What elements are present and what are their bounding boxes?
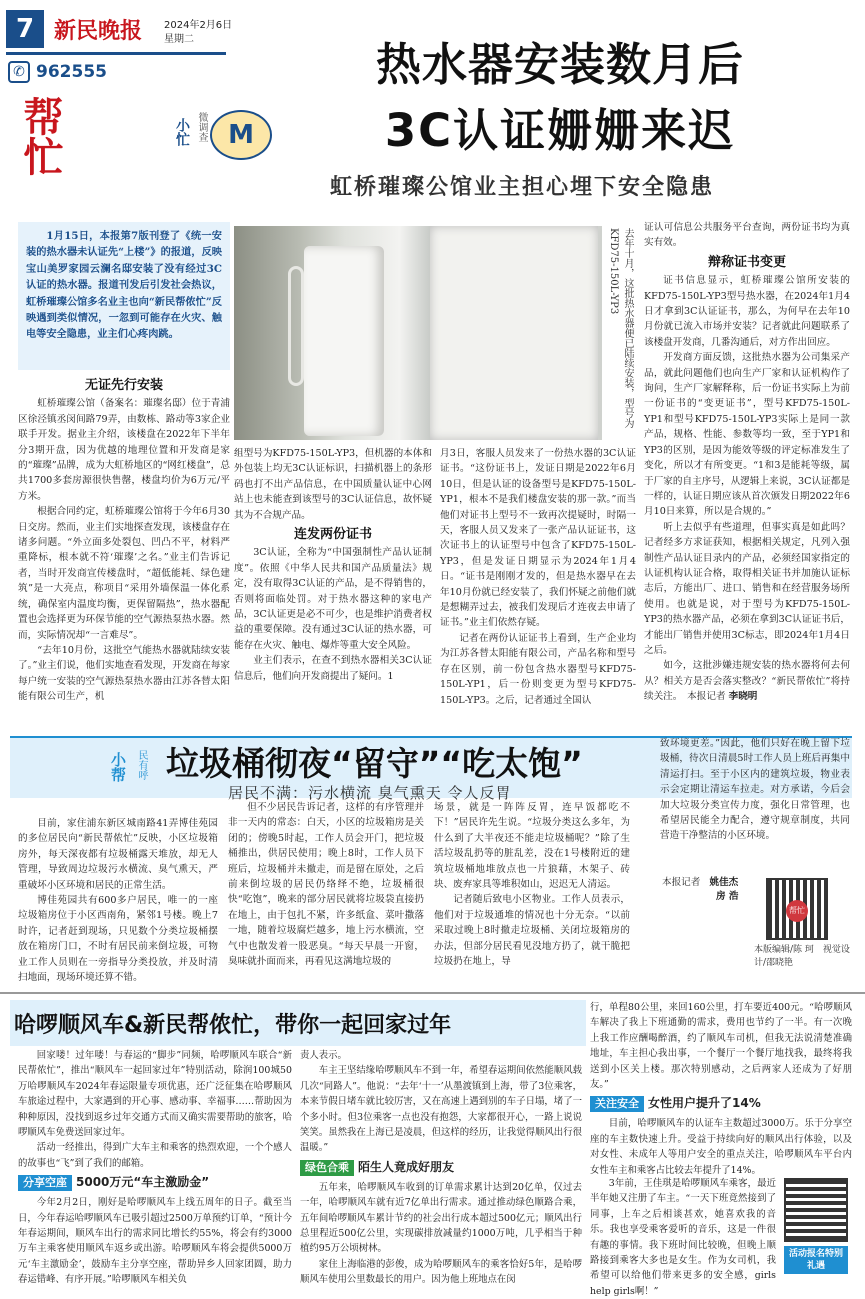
story1-byline: 李晓明 <box>728 691 758 703</box>
story3-headline: 哈啰顺风车&新民帮侬忙，带你一起回家过年 <box>14 1013 452 1038</box>
qr-badge: 帮忙 <box>786 900 808 922</box>
story1-paragraph: “去年10月份，这批空气能热水器就陆续安装了。”业主们说，他们实地查看发现，开发商在每家每户统一安装的空气源热泵热水器由江苏各替太阳能有限公司生产，机 <box>18 644 230 703</box>
story3-paragraph: 行，单程80公里，来回160公里，打车要近400元。“哈啰顺风车解决了我上下班通勤的需求，费用也节约了一半。有一次晚上我工作应酬喝醉酒，约了顺风车司机，但我无法说清楚准确地址，车主担心我出事，一个餐厅一个餐厅地找我，最终将我送到小区关上楼。那次特别感动，之后两家人还成为了好朋友。” <box>590 1002 852 1091</box>
story1-column-2 <box>234 446 432 728</box>
column-small-sub: 微调查 <box>196 112 207 142</box>
story3-qr-code[interactable] <box>784 1178 848 1242</box>
story2-paragraph: 目前，家住浦东新区城南路41弄博佳苑园的多位居民向“新民帮侬忙”反映，小区垃圾箱房外，每天深夜都有垃圾桶露天堆放，却无人管理，导致周边垃圾污水横流、臭气熏天，严重破坏小区环境和居民的正常生活。 <box>18 818 218 891</box>
story1-paragraph: 虹桥璀璨公馆（备案名：璀璨名邸）位于青浦区徐泾镇丞闵间路79弄，由数栋、路动等3家企业联手开发。据业主介绍，该楼盘在2022年下半年分3期开盘，因为优越的地理位置和开发商是家的“璀璨”品牌，成为大虹桥地区的“网红楼盘”，总共1700多套房源很快售罄，楼盘均价为6万元/平方米。 <box>18 398 230 502</box>
story3-paragraph: 活动一经推出，得到广大车主和乘客的热烈欢迎，一个个感人的故事也“飞”到了我们的邮箱。 <box>18 1142 292 1169</box>
story3-qr-caption: 活动报名特别礼遇 <box>784 1246 848 1274</box>
tag-green-ride: 绿色合乘 <box>300 1160 354 1176</box>
pipe-icon <box>288 266 304 386</box>
story3-paragraph: 车主王坚结缘哈啰顺风车不到一年，希望春运期间依然能顺风载几次“同路人”。他说：“去年‘十一’从墨渡镇到上海，带了3位乘客，本来节假日堵车就比较厉害，又在高速上遇到别的车子日塌，堵了一个多小时。但3位乘客一点也没有抱怨，大家都很开心，一路上说说笑笑。虽然我在上海已是凌晨，但这样的经历，让我觉得顺风出行很温暖。” <box>300 1065 582 1154</box>
story3-paragraph: 家住上海临港的彭俊，成为哈啰顺风车的乘客恰好5年，是哈啰顺风车使用公里数最长的用户。因为他上班地点在闵 <box>300 1258 582 1286</box>
story2-byline: 本报记者 姚佳杰 房 浩 <box>662 877 739 902</box>
story3-subheading-1: 分享空座 5000万元“车主激励金” <box>18 1175 292 1191</box>
column-badge-text: 帮忙 <box>17 96 64 176</box>
story3-subheading-2: 绿色合乘 陌生人竟成好朋友 <box>300 1160 582 1176</box>
story2-column-3 <box>434 800 630 984</box>
photo-caption: 去年十月，这批热水器便已陆续安装，型号为KFD75-150L-YP3 <box>608 228 633 428</box>
story1-paragraph: 证书信息显示，虹桥璀璨公馆所安装的KFD75-150L-YP3型号热水器，在2024年1月4日才拿到3C认证证书，那么，为何早在去年10月份就已流入市场并安装？记者就此问题联系了该楼盘开发商，几番沟通后，对方作出回应。 <box>644 275 850 348</box>
story3-paragraph: 回家喽！过年喽！与春运的“脚步”同频，哈啰顺风车联合“新民帮侬忙”，推出“顺风车一起回家过年”特别活动，除润100城50万哈啰顺风车2024年春运限量专项优惠，还广泛征集在哈啰顺风车旅途过程中，大家遇到的开心事、感动事、幸福事……帮助因为种种原因，没找到返乡过年交通方式而又确实需要帮助的旅客，哈啰顺风车免费送回家过年。 <box>18 1050 292 1139</box>
paper-name: 新民晚报 <box>54 18 143 44</box>
mascot-icon: M <box>210 110 272 160</box>
story2-column-tag: 小帮 <box>109 752 127 782</box>
water-heater-tank <box>304 246 384 436</box>
hotline-number: 962555 <box>36 62 107 82</box>
story3-column-2 <box>300 1048 582 1286</box>
heat-pump-unit <box>430 226 598 440</box>
story2-paragraph: 场景，就是一阵阵反胃，连早饭都吃不下！”居民许先生说。“垃圾分类这么多年，为什么到了大半夜还不能走垃圾桶呢？”除了生活垃圾乱扔等的脏乱差，没在1号楼附近的建筑垃圾桶地堆放点也一片狼藉，木架子、砖块、废弃家具等堆积如山，迟迟无人清运。 <box>434 802 630 891</box>
tag-share-seat: 分享空座 <box>18 1175 72 1191</box>
story3-top-rule <box>0 992 865 994</box>
story1-subheading-a: 无证先行安装 <box>84 378 163 393</box>
story1-paragraph: 根据合同约定，虹桥璀璨公馆将于今年6月30日交房。然而，业主们实地探查发现，该楼盘存在诸多问题。“外立面多处裂包、凹凸不平，材料严重降标，根本就不符‘璀璨’之名。”业主们告诉记者，当时开发商宣传楼盘时，“超低能耗、绿色建筑”是一大亮点，称项目“采用外墙保温一体化系统，确保室内温度均衡，更保留隔热”，热水器配置也会选择更为环保节能的空气源热泵热水器。然而，实际情况却“一言难尽”。 <box>18 506 230 641</box>
story1-headline-line2: 3C认证姗姗来迟 <box>384 104 736 157</box>
story1-column-4 <box>644 220 850 728</box>
story2-paragraph: 博佳苑园共有600多户居民，唯一的一座垃圾箱房位于小区西南角，紧邻1号楼。晚上7时许，记者赶到现场，只见数个分类垃圾桶摆放在箱房门口，不时有居民前来倒垃圾，可物业工作人员则在一旁指导分类投放，并及时清扫地面，现场环境还算不错。 <box>18 895 218 984</box>
story3-paragraph: 目前，哈啰顺风车的认证车主数超过3000万。乐于分享空座的车主数快速上升。受益于持续向好的顺风出行体验，以及对女性、未成年人等用户安全的重点关注，哈啰顺风车平台内女性车主和乘客占比较去年提升了14%。 <box>590 1118 852 1176</box>
story2-column-1 <box>18 816 218 984</box>
story2-paragraph: 但不少居民告诉记者，这样的有序管理并非一天内的常态：白天，小区的垃圾箱房是关闭的；傍晚5时起，工作人员会开门，把垃圾桶推出，供居民使用；晚上8时，工作人员下班后，垃圾桶并未撤走，而是留在原处，之后前来倒垃圾的居民仍络绎不绝，垃圾桶很快“吃饱”，晚来的部分居民就将垃圾袋直接扔在地上，由于包扎不紧，许多纸盒、菜叶撒落一地，随着垃圾腐烂越多，地上污水横流，空气中也散发着一股恶臭。“每天早晨一开窗，臭味就扑面而来，再看见这满地垃圾的 <box>228 802 424 968</box>
column-small-label: 小忙 <box>174 118 190 146</box>
page-number: 7 <box>15 14 35 44</box>
story1-lead: 1月15日，本报第7版刊登了《统一安装的热水器未认证先“上楼”》的报道，反映宝山美罗家园云澜名邸安装了没有经过3C认证的热水器。报道刊发后引发社会热议，虹桥璀璨公馆多名业主也向“新民帮侬忙”反映遇到类似情况，一忽到可能存在火灾、触电等安全隐患，业主们心疼肉跳。 <box>26 230 222 341</box>
masthead-rule <box>6 52 226 55</box>
story2-column-2 <box>228 800 424 984</box>
story1-subheading-b: 连发两份证书 <box>293 527 372 543</box>
story1-paragraph: 证认可信息公共服务平台查询，两份证书均为真实有效。 <box>644 222 850 249</box>
story2-qr-code[interactable] <box>766 878 828 940</box>
story3-column-3b <box>590 1176 776 1297</box>
story1-paragraph: 开发商方面反馈，这批热水器为公司集采产品，就此问题他们也向生产厂家和认证机构作了询问，生产厂家解释称，后一份证书实际上为前一份证书的“变更证书”，型号KFD75-150L-YP1和型号KFD75-150L-YP3实际上是同一款产品，规格、性能、参数等均一致，至于YP1和YP3的区别，是因为能效等级的评定标准发生了变化，所以才有所变更。“1和3是能耗等级，属于厂家的自主序号，从逻辑上来说，3C认证都是一样的，认证日期应该从首次颁发日期2022年6月10日来算，所以是合规的。” <box>644 352 850 518</box>
column-badge-bangmang <box>14 96 104 206</box>
story1-column-3 <box>440 446 636 728</box>
story1-paragraph: 如今，这批涉嫌违规安装的热水器将何去何从？相关方是否会落实整改？“新民帮侬忙”将持续关注。 本报记者 李晓明 <box>644 660 850 703</box>
story1-subheading-c: 辩称证书变更 <box>707 254 786 270</box>
story3-paragraph: 今年2月2日，刚好是哈啰顺风车上线五周年的日子。截至当日，今年春运哈啰顺风车已吸引超过2500万单预约订单，“预计今年春运期间，顺风车出行的需求同比增长约55%，将会有约3000万车主乘客使用顺风车返乡或出游。哈啰顺风车将会提供5000万元‘车主激励金’，鼓励车主分享空座，帮助异乡人回家团圆，助力春运错峰、有序开展。”哈啰顺风车相关负 <box>18 1197 292 1286</box>
story3-subheading-3: 关注安全 女性用户提升了14% <box>590 1096 852 1112</box>
issue-date: 2024年2月6日 <box>164 20 233 31</box>
story1-headline-line1: 热水器安装数月后 <box>375 38 744 91</box>
story1-paragraph: 听上去似乎有些道理，但事实真是如此吗？记者经多方求证获知，根据相关规定，凡列入强制性产品认证目录内的产品，必须经国家指定的认证机构认证合格，取得相关证书并加施认证标志后，方能出厂、进口、销售和在经营服务场所使用。也就是说，对于型号为KFD75-150L-YP3的热水器产品，必须在拿到3C认证证书后，才能出厂销售并使用3C标志，即2024年1月4日之后。 <box>644 521 850 656</box>
story3-column-1 <box>18 1048 292 1286</box>
story2-subhead: 居民不满：污水横流 臭气熏天 令人反胃 <box>228 784 512 802</box>
story1-paragraph: 3C认证，全称为“中国强制性产品认证制度”。依照《中华人民共和国产品质量法》规定，没有取得3C认证的产品，是不得销售的，否则将面临处罚。对于热水器这种的家电产品，3C认证更是必不可少，也是维护消费者权益的重要保障。没有通过3C认证的热水器，可能存在火灾、触电、爆炸等重大安全风险。 <box>234 547 432 651</box>
story3-paragraph: 3年前，王佳琪是哈啰顺风车乘客，最近半年她又注册了车主。“一天下班竟然接到了同事，上车之后相谈甚欢，她喜欢我的音乐。我也享受乘客爱听的音乐，这是一件很有趣的事情。我下班时间比较晚，但晚上顺路接到乘客大多也是女生。作为女司机，我希望可以给他们带来更多的安全感，girls help girls啊！” <box>590 1178 776 1297</box>
story3-paragraph: 五年来，哈啰顺风车收到的订单需求累计达到20亿单，仅过去一年，哈啰顺风车就有近7亿单出行需求。通过推动绿色顺路合乘，五年间哈啰顺风车累计节约的社会出行成本超过500亿元；顺风出行总里程近500亿公里，实现碳排放减量约1000万吨，几乎相当于种植约95万公顷树林。 <box>300 1181 582 1255</box>
hotline-box <box>8 60 128 84</box>
story2-column-4 <box>660 736 850 876</box>
story2-column-side: 民有呼 <box>136 750 147 780</box>
story1-lead-box <box>18 222 230 370</box>
story2-paragraph: 致环境更差。”因此，他们只好在晚上留下垃圾桶，待次日清晨5时工作人员上班后再集中清运打扫。至于小区内的建筑垃圾，物业表示会定期让清运车拉走。对方承诺，今后会加大垃圾分类宣传力度，强化日常管理，也希望居民能全力配合，遵守规章制度，共同营造干净整洁的小区环境。 <box>660 738 850 842</box>
story1-paragraph: 组型号为KFD75-150L-YP3，但机器的本体和外包装上均无3C认证标识，扫描机器上的条形码也打不出产品信息，在中国质量认证中心网站上也未能查到该型号的3C认证信息，故怀疑其为不合规产品。 <box>234 448 432 521</box>
story2-paragraph: 记者随后致电小区物业。工作人员表示，他们对于垃圾通堆的情况也十分无奈。“以前采取过晚上8时撤走垃圾桶、关闭垃圾箱房的办法，但部分居民看见没地方扔了，就干脆把垃圾扔在地上，导 <box>434 894 630 968</box>
story3-column-3 <box>590 1000 852 1176</box>
story1-column-1 <box>18 374 230 728</box>
tag-safety: 关注安全 <box>590 1096 644 1112</box>
page-number-box <box>6 10 44 48</box>
story3-paragraph: 责人表示。 <box>300 1050 347 1061</box>
story1-subhead: 虹桥璀璨公馆业主担心埋下安全隐患 <box>330 174 715 200</box>
story1-paragraph: 记者在两份认证证书上看到，生产企业均为江苏各替太阳能有限公司，产品名称和型号存在区别，前一份包含热水器型号KFD75-150L-YP1，后一份则变更为型号KFD75-150L-YP3。之后，记者通过全国认 <box>440 632 636 706</box>
story1-photo <box>234 226 602 440</box>
page-credits: 本版编辑/陈 珂 视觉设计/邵晓艳 <box>754 945 850 968</box>
story1-paragraph: 业主们表示，在查不到热水器相关3C认证信息后，他们向开发商提出了疑问。1 <box>234 655 432 682</box>
story2-headline: 垃圾桶彻夜“留守”“吃太饱” <box>166 744 583 783</box>
story1-paragraph: 月3日，客服人员发来了一份热水器的3C认证证书。“这份证书上，发证日期是2022年6月10日，但是认证的设备型号是KFD75-150L-YP1，根本不是我们楼盘安装的那一款。”而当他们对证书上型号不一致再次提疑时，时隔一天，客服人员又发来了一张产品认证证书，这次证书上的认证型号中包含了KFD75-150L-YP3，但是发证日期显示为2024年1月4日。“证书是刚刚才发的，但是热水器早在去年10月份就已经安装了，我们怀疑之前他们就是想糊弄过去，被我们发现后才连夜去申请了证书。”业主们依然存疑。 <box>440 448 636 629</box>
issue-weekday: 星期二 <box>164 34 194 45</box>
phone-icon: ✆ <box>8 61 30 83</box>
